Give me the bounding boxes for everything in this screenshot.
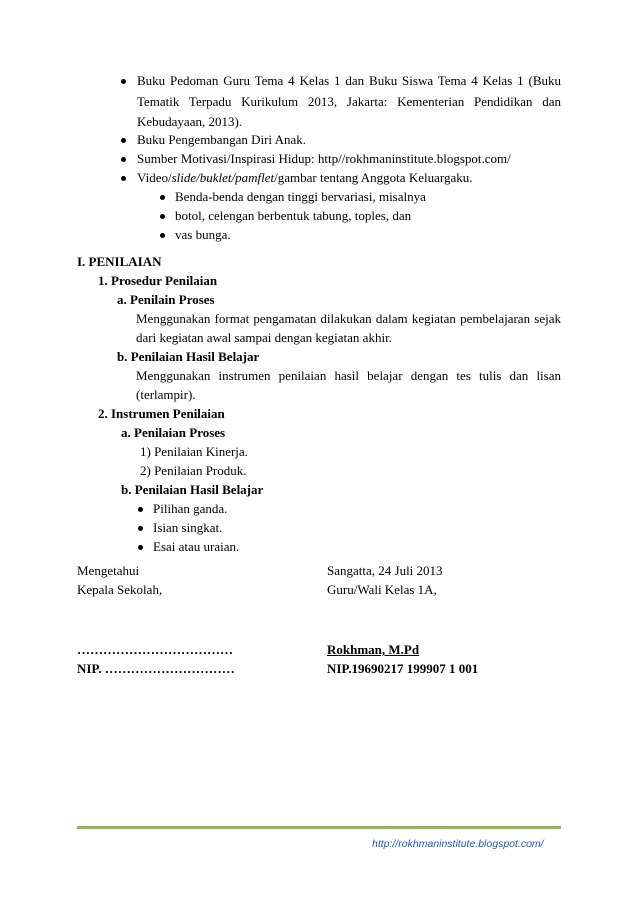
reference-item-1-line-3: Kebudayaan, 2013). [137,114,243,129]
instrumen-a-title: a. Penilaian Proses [121,425,226,440]
footer-url-link[interactable]: http://rokhmaninstitute.blogspot.com/ [372,838,544,850]
proses-text-line-1: Menggunakan format pengamatan dilakukan dalam kegiatan pembelajaran sejak [136,311,561,326]
signature-left-nip: NIP. ………………………… [77,661,235,676]
instrumen-title: 2. Instrumen Penilaian [98,406,225,421]
instrumen-b-item-3: Esai atau uraian. [153,539,240,554]
signature-left-name: ……………………………… [77,642,233,657]
bullet-icon [138,526,143,531]
proses-title: a. Penilain Proses [117,292,215,307]
signature-left-label: Mengetahui [77,563,140,578]
bullet-icon [121,176,126,181]
bullet-icon [121,138,126,143]
instrumen-a-item-2: 2) Penilaian Produk. [140,463,247,478]
signature-right-place-date: Sangatta, 24 Juli 2013 [327,563,443,578]
instrumen-b-title: b. Penilaian Hasil Belajar [121,482,264,497]
instrumen-a-item-1: 1) Penilaian Kinerja. [140,444,248,459]
footer-divider [77,826,561,829]
section-heading-penilaian: I. PENILAIAN [77,254,162,269]
bullet-icon [138,507,143,512]
hasil-text-line-2: (terlampir). [136,387,196,402]
signature-right-name: Rokhman, M.Pd [327,642,420,657]
reference-item-1-line-1: Buku Pedoman Guru Tema 4 Kelas 1 dan Buku Siswa Tema 4 Kelas 1 (Buku [137,73,561,88]
proses-text-line-2: dari kegiatan awal sampai dengan kegiatan akhir. [136,330,392,345]
bullet-icon [121,79,126,84]
prosedur-title: 1. Prosedur Penilaian [98,273,218,288]
reference-item-4-prefix: Video/ [137,170,172,185]
reference-item-2: Buku Pengembangan Diri Anak. [137,132,306,147]
signature-left-role: Kepala Sekolah, [77,582,163,597]
instrumen-b-item-1: Pilihan ganda. [153,501,228,516]
bullet-icon [160,233,165,238]
reference-subitem-3: vas bunga. [175,227,231,242]
reference-subitem-2: botol, celengan berbentuk tabung, toples, dan [175,208,412,223]
reference-item-4-suffix: /gambar tentang Anggota Keluargaku. [274,170,473,185]
reference-item-4-italic: slide/buklet/pamflet [171,170,275,185]
instrumen-b-item-2: Isian singkat. [153,520,223,535]
reference-item-3: Sumber Motivasi/Inspirasi Hidup: http//rokhmaninstitute.blogspot.com/ [137,151,511,166]
bullet-icon [160,195,165,200]
hasil-title: b. Penilaian Hasil Belajar [117,349,260,364]
bullet-icon [160,214,165,219]
reference-item-4 [137,170,472,186]
bullet-icon [138,545,143,550]
hasil-text-line-1: Menggunakan instrumen penilaian hasil belajar dengan tes tulis dan lisan [136,368,561,383]
bullet-icon [121,157,126,162]
signature-right-role: Guru/Wali Kelas 1A, [327,582,437,597]
reference-item-1-line-2: Tematik Terpadu Kurikulum 2013, Jakarta: Kementerian Pendidikan dan [137,94,561,109]
signature-right-nip: NIP.19690217 199907 1 001 [327,661,479,676]
reference-subitem-1: Benda-benda dengan tinggi bervariasi, misalnya [175,189,426,204]
